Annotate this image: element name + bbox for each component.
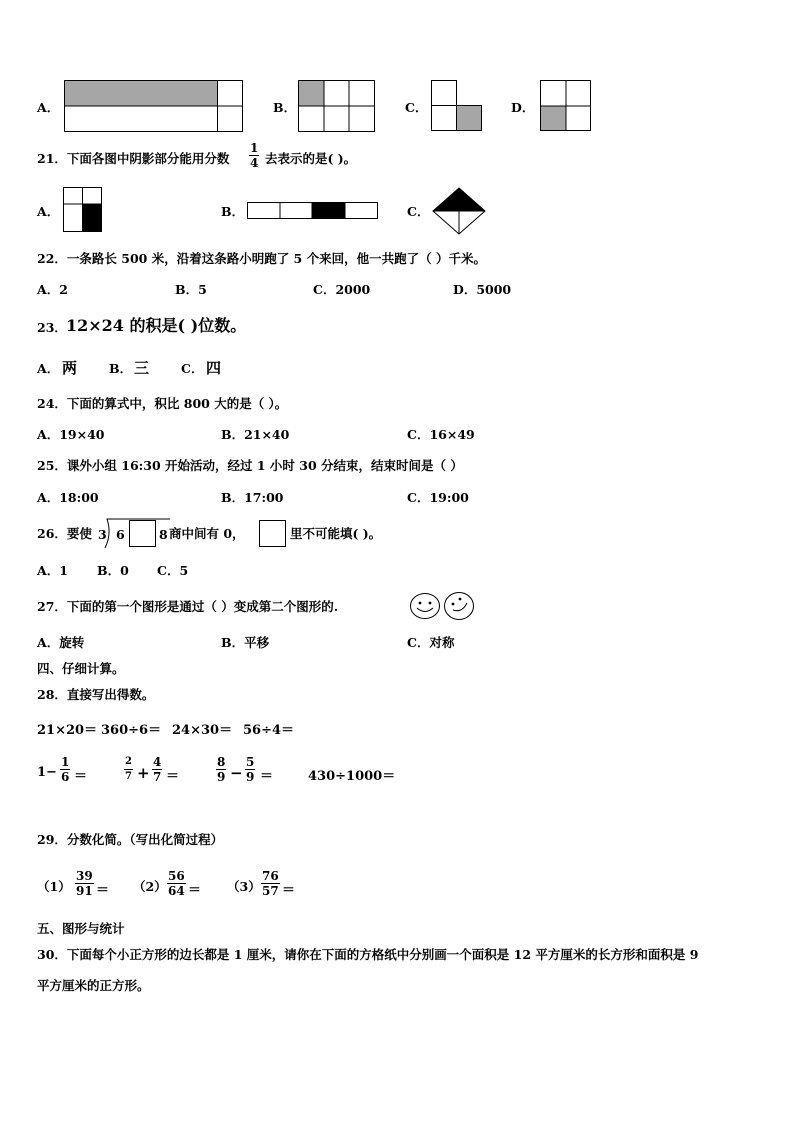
q26-dividend-digit-1: 6 <box>116 527 125 542</box>
q29-item-1-numerator: 39 <box>76 869 93 883</box>
q27-option-a: A．旋转 <box>37 635 85 650</box>
q27-option-b: B．平移 <box>221 635 270 650</box>
q28-expr1-fraction <box>60 755 70 784</box>
q28-expr3-numerator-2: 5 <box>246 755 255 769</box>
q22-stem: 22．一条路长 500 米，沿着这条路小明跑了 5 个来回，他一共跑了（ ）千米。 <box>37 251 486 266</box>
q29-item-1-fraction <box>75 869 94 898</box>
q23-option-a-letter: A． <box>37 361 60 376</box>
q30-line-1: 30．下面每个小正方形的边长都是 1 厘米，请你在下面的方格纸中分别画一个面积是 12 平方厘米的长方形和面积是 9 <box>37 947 699 962</box>
q22-option-a: A．2 <box>37 282 68 297</box>
q20-option-b-figure <box>298 80 376 132</box>
q26-dividend-blank-box <box>129 520 157 548</box>
q23-option-b-letter: B． <box>109 361 133 376</box>
q29-item-1-label: （1） <box>37 879 71 894</box>
q28-expr1-whole: 1− <box>37 765 57 780</box>
q23-number: 23． <box>37 320 67 335</box>
q29-item-3-denominator: 57 <box>262 884 279 898</box>
q28-expr3-equals: ＝ <box>260 769 274 784</box>
q29-item-2-numerator: 56 <box>168 869 185 883</box>
q27-option-c: C．对称 <box>407 635 455 650</box>
q28-expr2-numerator-1: 2 <box>124 755 133 770</box>
rotated-smiley-face-icon <box>443 591 477 623</box>
q20-option-a-label: A． <box>37 100 60 115</box>
q21-fraction <box>249 141 259 170</box>
q21-option-a-figure <box>63 187 103 233</box>
q26-suffix: 里不可能填( )。 <box>290 526 382 541</box>
q28-expr1-equals: ＝ <box>74 769 88 784</box>
q24-option-c: C．16×49 <box>407 427 475 442</box>
q26-middle-text: 商中间有 0， <box>169 526 245 541</box>
q21-option-c-figure <box>433 187 487 235</box>
q20-option-b-label: B． <box>273 100 297 115</box>
q21-fraction-numerator: 1 <box>250 141 259 155</box>
q29-item-3-fraction <box>261 869 280 898</box>
q22-option-d: D．5000 <box>453 282 512 297</box>
q23-option-b-text: 三 <box>134 359 150 377</box>
q28-expr2-operator: + <box>137 764 150 782</box>
q28-calc-2: 360÷6＝ <box>101 723 162 738</box>
q27-stem: 27．下面的第一个图形是通过（ ）变成第二个图形的. <box>37 599 339 614</box>
q28-stem: 28．直接写出得数。 <box>37 687 155 702</box>
q29-stem: 29．分数化简。（写出化简过程） <box>37 832 224 847</box>
q26-blank-box-ref <box>259 520 287 548</box>
q28-expr2-fraction-2 <box>152 755 162 784</box>
q28-expr2-denominator-2: 7 <box>153 770 162 784</box>
q26-option-c: C．5 <box>157 563 189 578</box>
q28-expr2-denominator-1: 7 <box>125 771 132 782</box>
q26-option-b: B．0 <box>97 563 129 578</box>
q21-stem-after: 去表示的是( )。 <box>265 151 357 166</box>
q20-option-c-label: C． <box>405 100 428 115</box>
q28-calc-4: 56÷4＝ <box>243 723 295 738</box>
q28-expr3-denominator-2: 9 <box>246 770 255 784</box>
q25-stem: 25．课外小组 16:30 开始活动，经过 1 小时 30 分结束，结束时间是（ ） <box>37 458 463 473</box>
q29-item-2-label: （2） <box>133 879 167 894</box>
q21-stem-before: 21．下面各图中阴影部分能用分数 <box>37 151 230 166</box>
q26-option-a: A．1 <box>37 563 68 578</box>
q24-option-b: B．21×40 <box>221 427 290 442</box>
q21-option-b-label: B． <box>221 204 245 219</box>
q22-option-b: B．5 <box>175 282 207 297</box>
q29-item-2-equals: ＝ <box>188 883 202 898</box>
q28-expr1-numerator: 1 <box>61 755 70 769</box>
q21-option-a-label: A． <box>37 204 60 219</box>
q28-expr1-denominator: 6 <box>61 770 70 784</box>
q26-dividend-digit-3: 8 <box>159 527 168 542</box>
q21-fraction-denominator: 4 <box>250 156 259 170</box>
q29-item-3-numerator: 76 <box>262 869 279 883</box>
q29-item-1-equals: ＝ <box>96 883 110 898</box>
q28-expr3-fraction-2 <box>245 755 255 784</box>
q22-option-c: C．2000 <box>313 282 371 297</box>
q20-option-d-label: D． <box>511 100 535 115</box>
q28-expr2-equals: ＝ <box>166 769 180 784</box>
q28-expr2-numerator-2: 4 <box>153 755 162 769</box>
q29-item-1-denominator: 91 <box>76 884 93 898</box>
q25-option-c: C．19:00 <box>407 490 469 505</box>
q28-expr2-fraction-1 <box>124 755 133 784</box>
q24-option-a: A．19×40 <box>37 427 105 442</box>
q28-expr3-numerator-1: 8 <box>217 755 226 769</box>
q23-option-a-text: 两 <box>62 359 78 377</box>
q26-prefix: 26．要使 <box>37 526 92 541</box>
q23-stem: 12×24 的积是( )位数。 <box>66 316 247 335</box>
q24-stem: 24．下面的算式中，积比 800 大的是（ ）。 <box>37 396 288 411</box>
q29-item-3-label: （3） <box>227 879 261 894</box>
q25-option-a: A．18:00 <box>37 490 99 505</box>
q20-option-d-figure <box>540 80 592 132</box>
q23-option-c-text: 四 <box>206 359 222 377</box>
q25-option-b: B．17:00 <box>221 490 284 505</box>
q28-expr3-operator: − <box>230 764 243 782</box>
q28-expr3-denominator-1: 9 <box>217 770 226 784</box>
q29-item-3-equals: ＝ <box>282 883 296 898</box>
q28-expr4: 430÷1000＝ <box>308 769 396 784</box>
q28-calc-3: 24×30＝ <box>172 723 233 738</box>
q23-option-c-letter: C． <box>181 361 204 376</box>
q29-item-2-denominator: 64 <box>168 884 185 898</box>
smiley-face-icon <box>409 592 443 622</box>
section-5-heading: 五、图形与统计 <box>37 921 125 936</box>
q21-option-c-label: C． <box>407 204 430 219</box>
q20-option-a-figure <box>64 80 244 132</box>
q28-expr3-fraction-1 <box>216 755 226 784</box>
q21-option-b-figure <box>247 202 379 220</box>
q28-calc-1: 21×20＝ <box>37 723 98 738</box>
q20-option-c-figure <box>431 80 483 132</box>
section-4-heading: 四、仔细计算。 <box>37 661 125 676</box>
q26-divisor: 3 <box>98 527 107 542</box>
q30-line-2: 平方厘米的正方形。 <box>37 978 150 993</box>
q29-item-2-fraction <box>167 869 186 898</box>
